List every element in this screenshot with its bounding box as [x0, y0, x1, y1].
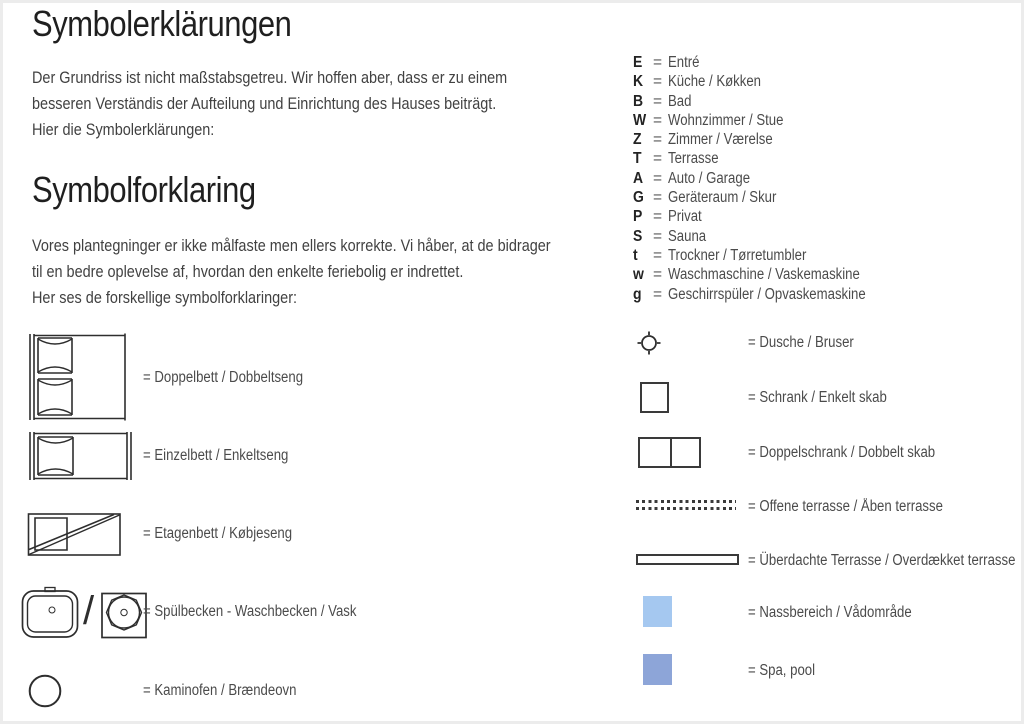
room-code-row	[633, 189, 901, 208]
room-code-row	[633, 170, 901, 189]
symbol-label-bunk-bed: = Etagenbett / Købjeseng	[143, 525, 293, 542]
room-code-key: W	[633, 111, 647, 129]
room-code-row	[633, 266, 901, 285]
intro-paragraph-danish	[32, 233, 551, 311]
room-code-row	[633, 228, 901, 247]
room-code-label: Privat	[668, 208, 702, 226]
equals-sign: =	[653, 266, 663, 284]
symbol-label-double-bed: = Doppelbett / Dobbeltseng	[143, 369, 304, 386]
room-code-row	[633, 54, 901, 73]
room-code-row	[633, 73, 901, 92]
room-code-label: Wohnzimmer / Stue	[668, 111, 784, 129]
equals-sign: =	[653, 189, 663, 207]
room-code-key: S	[633, 227, 643, 245]
equals-sign: =	[653, 92, 663, 110]
room-code-key: A	[633, 169, 644, 187]
room-code-row	[633, 150, 901, 169]
room-code-label: Terrasse	[668, 150, 719, 168]
equals-sign: =	[653, 246, 663, 264]
intro-german-line: Hier die Symbolerklärungen:	[32, 120, 215, 139]
intro-danish-line: til en bedre oplevelse af, hvordan den enkelte feriebolig er indrettet.	[32, 262, 464, 281]
single-bed-icon	[27, 431, 134, 481]
symbol-label-wet-area: = Nassbereich / Vådområde	[748, 604, 912, 621]
wet-area-icon	[643, 596, 672, 627]
dotted-line	[636, 500, 736, 503]
room-code-row	[633, 112, 901, 131]
room-code-label: Geschirrspüler / Opvaskemaskine	[668, 285, 866, 303]
room-code-key: T	[633, 150, 642, 168]
equals-sign: =	[653, 54, 663, 71]
symbol-label-covered-terrace: = Überdachte Terrasse / Overdækket terrasse	[748, 552, 1016, 569]
equals-sign: =	[653, 208, 663, 226]
symbol-label-double-wardrobe: = Doppelschrank / Dobbelt skab	[748, 444, 936, 461]
single-wardrobe-icon	[640, 382, 669, 413]
wardrobe-divider	[670, 439, 672, 466]
room-code-label: Zimmer / Værelse	[668, 131, 773, 149]
symbol-label-open-terrace: = Offene terrasse / Åben terrasse	[748, 498, 943, 515]
equals-sign: =	[653, 131, 663, 149]
room-code-key: t	[633, 246, 638, 264]
spa-pool-icon	[643, 654, 672, 685]
bunk-bed-icon	[27, 512, 122, 557]
equals-sign: =	[653, 111, 663, 129]
kitchen-sink-icon	[21, 586, 79, 639]
room-code-label: Sauna	[668, 227, 707, 245]
room-code-row	[633, 131, 901, 150]
room-code-key: K	[633, 73, 644, 91]
symbol-label-shower: = Dusche / Bruser	[748, 334, 854, 351]
room-code-key: w	[633, 266, 644, 284]
wood-stove-icon	[28, 674, 62, 708]
equals-sign: =	[653, 150, 663, 168]
symbol-label-single-wardrobe: = Schrank / Enkelt skab	[748, 389, 887, 406]
covered-terrace-icon	[636, 554, 739, 565]
room-codes-list	[633, 54, 901, 305]
symbol-label-spa-pool: = Spa, pool	[748, 662, 816, 679]
room-code-key: G	[633, 189, 644, 207]
intro-german-line: besseren Verständis der Aufteilung und Einrichtung des Hauses beiträgt.	[32, 94, 497, 113]
open-terrace-icon	[636, 500, 736, 510]
intro-danish-line: Her ses de forskellige symbolforklaringer:	[32, 288, 298, 307]
room-code-row	[633, 208, 901, 227]
intro-danish-line: Vores plantegninger er ikke målfaste men ellers korrekte. Vi håber, at de bidrager	[32, 236, 551, 255]
double-wardrobe-icon	[638, 437, 701, 468]
room-code-row	[633, 286, 901, 305]
slash-separator: /	[83, 589, 95, 633]
room-code-key: g	[633, 285, 642, 303]
intro-paragraph-german	[32, 65, 507, 143]
symbol-label-wood-stove: = Kaminofen / Brændeovn	[143, 682, 297, 699]
room-code-label: Entré	[668, 54, 700, 71]
equals-sign: =	[653, 169, 663, 187]
equals-sign: =	[653, 73, 663, 91]
symbol-label-sink: = Spülbecken - Waschbecken / Vask	[143, 603, 357, 620]
room-code-label: Bad	[668, 92, 692, 110]
room-code-key: E	[633, 54, 643, 71]
symbol-label-single-bed: = Einzelbett / Enkeltseng	[143, 447, 289, 464]
room-code-row	[633, 247, 901, 266]
room-code-row	[633, 93, 901, 112]
equals-sign: =	[653, 285, 663, 303]
room-code-label: Waschmaschine / Vaskemaskine	[668, 266, 860, 284]
shower-icon	[636, 330, 662, 356]
room-code-key: P	[633, 208, 643, 226]
room-code-key: B	[633, 92, 644, 110]
double-bed-icon	[27, 333, 130, 421]
intro-german-line: Der Grundriss ist nicht maßstabsgetreu. Wir hoffen aber, dass er zu einem	[32, 68, 508, 87]
room-code-label: Küche / Køkken	[668, 73, 762, 91]
room-code-label: Trockner / Tørretumbler	[668, 246, 807, 264]
page-title-german: Symbolerklärungen	[32, 3, 292, 44]
equals-sign: =	[653, 227, 663, 245]
room-code-key: Z	[633, 131, 642, 149]
page-title-danish: Symbolforklaring	[32, 169, 256, 210]
dotted-line	[636, 507, 736, 510]
room-code-label: Geräteraum / Skur	[668, 189, 777, 207]
room-code-label: Auto / Garage	[668, 169, 751, 187]
